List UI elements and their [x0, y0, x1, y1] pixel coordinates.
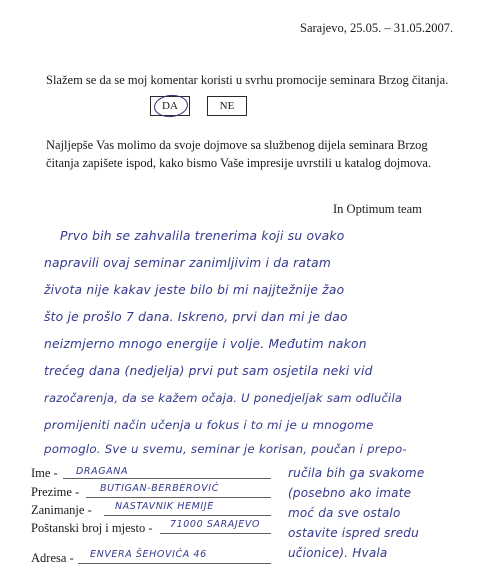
- prezime-underline: [86, 497, 271, 498]
- consent-no-box[interactable]: [207, 96, 247, 116]
- comment-line: života nije kakav jeste bilo bi mi najjtežnije žao: [44, 283, 345, 297]
- team-signature: In Optimum team: [333, 202, 422, 216]
- comment-side-line: ručila bih ga svakome: [288, 466, 425, 480]
- adresa-label: Adresa -: [31, 551, 74, 565]
- comment-side-line: (posebno ako imate: [288, 486, 412, 500]
- prezime-label: Prezime -: [31, 485, 80, 499]
- adresa-underline: [78, 563, 271, 564]
- comment-line: Prvo bih se zahvalila trenerima koji su ovako: [60, 229, 345, 243]
- prezime-value[interactable]: BUTIGAN-BERBEROVIĆ: [100, 483, 219, 494]
- instructions-line-1: Najljepše Vas molimo da svoje dojmove sa službenog dijela seminara Brzog: [46, 138, 428, 152]
- postanski-label: Poštanski broj i mjesto -: [31, 521, 153, 535]
- ime-label: Ime -: [31, 466, 58, 480]
- postanski-value[interactable]: 71000 SARAJEVO: [170, 519, 261, 530]
- instructions-line-2: čitanja zapišete ispod, kako bismo Vaše impresije uvrstili u katalog dojmova.: [46, 156, 432, 170]
- comment-side-line: ostavite ispred sredu: [288, 526, 419, 540]
- zanimanje-label: Zanimanje -: [31, 503, 92, 517]
- selection-circle-icon: [153, 93, 189, 118]
- comment-line: razočarenja, da se kažem očaja. U ponedjeljak sam odlučila: [44, 391, 403, 405]
- comment-line: pomoglo. Sve u svemu, seminar je korisan, poučan i prepo-: [44, 442, 407, 456]
- comment-line: napravili ovaj seminar zanimljivim i da ratam: [44, 256, 331, 270]
- zanimanje-value[interactable]: NASTAVNIK HEMIJE: [115, 501, 214, 512]
- comment-side-line: učionice). Hvala: [288, 546, 388, 560]
- comment-line: neizmjerno mnogo energije i volje. Međutim nakon: [44, 337, 367, 351]
- adresa-value[interactable]: ENVERA ŠEHOVIĆA 46: [90, 549, 207, 560]
- consent-yes-label: DA: [162, 100, 178, 112]
- zanimanje-underline: [104, 515, 271, 516]
- comment-line: što je prošlo 7 dana. Iskreno, prvi dan mi je dao: [44, 310, 348, 324]
- postanski-underline: [160, 533, 271, 534]
- ime-value[interactable]: DRAGANA: [76, 466, 129, 477]
- ime-underline: [63, 478, 271, 479]
- consent-no-label: NE: [219, 100, 235, 112]
- comment-line: trećeg dana (nedjelja) prvi put sam osjetila neki vid: [44, 364, 373, 378]
- consent-yes-box[interactable]: [150, 96, 190, 116]
- consent-statement: Slažem se da se moj komentar koristi u svrhu promocije seminara Brzog čitanja.: [46, 73, 449, 87]
- date-range: Sarajevo, 25.05. – 31.05.2007.: [300, 21, 454, 35]
- comment-line: promijeniti način učenja u fokus i to mi je u mnogome: [44, 418, 374, 432]
- comment-side-line: moć da sve ostalo: [288, 506, 401, 520]
